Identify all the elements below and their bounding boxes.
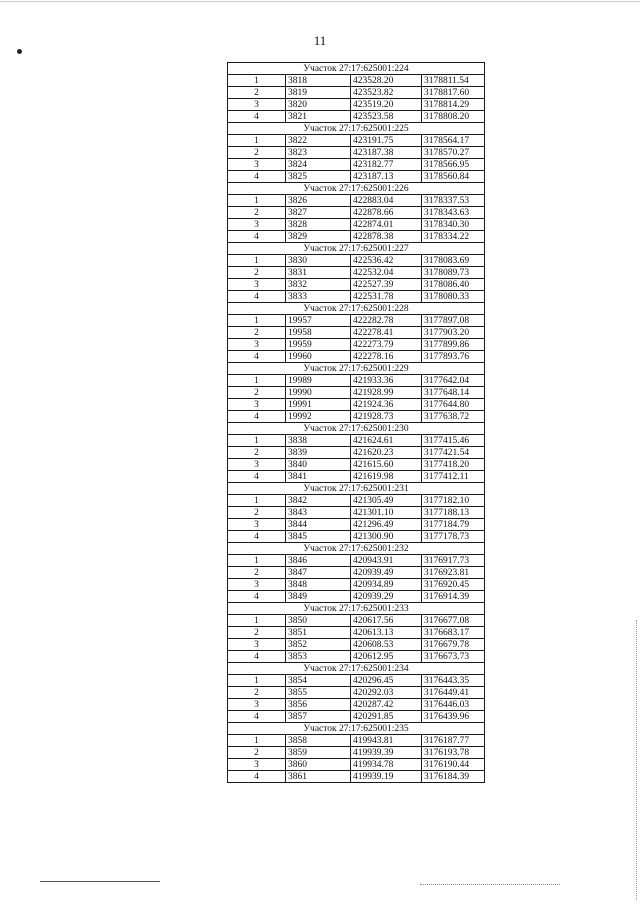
y-coordinate-cell: 3177178.73 (422, 531, 485, 543)
point-number-cell: 3857 (286, 711, 351, 723)
table-row (228, 159, 485, 171)
y-coordinate-cell: 3176679.78 (422, 639, 485, 651)
table-row (228, 747, 485, 759)
point-number-cell: 3848 (286, 579, 351, 591)
y-coordinate-cell: 3176446.03 (422, 699, 485, 711)
plot-title: Участок 27:17:625001:234 (228, 663, 485, 675)
y-coordinate-cell: 3177184.79 (422, 519, 485, 531)
y-coordinate-cell: 3177903.20 (422, 327, 485, 339)
row-index-cell: 4 (228, 531, 286, 543)
point-number-cell: 3853 (286, 651, 351, 663)
row-index-cell: 2 (228, 387, 286, 399)
point-number-cell: 3845 (286, 531, 351, 543)
x-coordinate-cell: 421305.49 (351, 495, 422, 507)
y-coordinate-cell: 3176187.77 (422, 735, 485, 747)
x-coordinate-cell: 422536.42 (351, 255, 422, 267)
y-coordinate-cell: 3178334.22 (422, 231, 485, 243)
table-row (228, 351, 485, 363)
table-row (228, 639, 485, 651)
y-coordinate-cell: 3176923.81 (422, 567, 485, 579)
coordinates-table (227, 62, 485, 783)
x-coordinate-cell: 420291.85 (351, 711, 422, 723)
row-index-cell: 2 (228, 447, 286, 459)
row-index-cell: 2 (228, 567, 286, 579)
y-coordinate-cell: 3177421.54 (422, 447, 485, 459)
plot-heading-row (228, 543, 485, 555)
plot-heading-row (228, 243, 485, 255)
y-coordinate-cell: 3177182.10 (422, 495, 485, 507)
table-row (228, 399, 485, 411)
point-number-cell: 3861 (286, 771, 351, 783)
point-number-cell: 3838 (286, 435, 351, 447)
x-coordinate-cell: 420934.89 (351, 579, 422, 591)
x-coordinate-cell: 421296.49 (351, 519, 422, 531)
row-index-cell: 1 (228, 255, 286, 267)
x-coordinate-cell: 420296.45 (351, 675, 422, 687)
y-coordinate-cell: 3178343.63 (422, 207, 485, 219)
row-index-cell: 1 (228, 615, 286, 627)
point-number-cell: 3824 (286, 159, 351, 171)
y-coordinate-cell: 3178564.17 (422, 135, 485, 147)
table-row (228, 507, 485, 519)
table-row (228, 135, 485, 147)
row-index-cell: 2 (228, 507, 286, 519)
x-coordinate-cell: 419939.39 (351, 747, 422, 759)
x-coordinate-cell: 421619.98 (351, 471, 422, 483)
table-row (228, 531, 485, 543)
table-row (228, 711, 485, 723)
point-number-cell: 3830 (286, 255, 351, 267)
table-row (228, 411, 485, 423)
row-index-cell: 3 (228, 219, 286, 231)
point-number-cell: 3856 (286, 699, 351, 711)
plot-heading-row (228, 723, 485, 735)
plot-title: Участок 27:17:625001:225 (228, 123, 485, 135)
y-coordinate-cell: 3176917.73 (422, 555, 485, 567)
row-index-cell: 4 (228, 411, 286, 423)
table-row (228, 651, 485, 663)
row-index-cell: 2 (228, 267, 286, 279)
x-coordinate-cell: 423523.82 (351, 87, 422, 99)
x-coordinate-cell: 422278.16 (351, 351, 422, 363)
row-index-cell: 3 (228, 579, 286, 591)
row-index-cell: 1 (228, 675, 286, 687)
point-number-cell: 3832 (286, 279, 351, 291)
plot-title: Участок 27:17:625001:235 (228, 723, 485, 735)
row-index-cell: 4 (228, 471, 286, 483)
y-coordinate-cell: 3177188.13 (422, 507, 485, 519)
row-index-cell: 1 (228, 555, 286, 567)
coordinates-table-body (228, 63, 485, 783)
y-coordinate-cell: 3177899.86 (422, 339, 485, 351)
table-row (228, 447, 485, 459)
row-index-cell: 3 (228, 399, 286, 411)
row-index-cell: 1 (228, 315, 286, 327)
row-index-cell: 2 (228, 147, 286, 159)
table-row (228, 75, 485, 87)
x-coordinate-cell: 420613.13 (351, 627, 422, 639)
y-coordinate-cell: 3178340.30 (422, 219, 485, 231)
table-row (228, 171, 485, 183)
y-coordinate-cell: 3176673.73 (422, 651, 485, 663)
x-coordinate-cell: 422878.66 (351, 207, 422, 219)
y-coordinate-cell: 3177642.04 (422, 375, 485, 387)
y-coordinate-cell: 3177897.08 (422, 315, 485, 327)
point-number-cell: 3833 (286, 291, 351, 303)
table-row (228, 471, 485, 483)
table-row (228, 495, 485, 507)
point-number-cell: 19958 (286, 327, 351, 339)
plot-heading-row (228, 183, 485, 195)
x-coordinate-cell: 420612.95 (351, 651, 422, 663)
plot-title: Участок 27:17:625001:231 (228, 483, 485, 495)
y-coordinate-cell: 3178808.20 (422, 111, 485, 123)
point-number-cell: 3852 (286, 639, 351, 651)
y-coordinate-cell: 3176677.08 (422, 615, 485, 627)
row-index-cell: 3 (228, 99, 286, 111)
x-coordinate-cell: 423182.77 (351, 159, 422, 171)
table-row (228, 555, 485, 567)
y-coordinate-cell: 3176449.41 (422, 687, 485, 699)
y-coordinate-cell: 3178811.54 (422, 75, 485, 87)
row-index-cell: 4 (228, 771, 286, 783)
point-number-cell: 3823 (286, 147, 351, 159)
table-row (228, 675, 485, 687)
point-number-cell: 3859 (286, 747, 351, 759)
table-row (228, 87, 485, 99)
point-number-cell: 19989 (286, 375, 351, 387)
row-index-cell: 2 (228, 207, 286, 219)
x-coordinate-cell: 423187.13 (351, 171, 422, 183)
row-index-cell: 1 (228, 75, 286, 87)
page-top-rule (0, 1, 640, 2)
row-index-cell: 4 (228, 591, 286, 603)
footer-rule (40, 881, 160, 882)
x-coordinate-cell: 420943.91 (351, 555, 422, 567)
row-index-cell: 1 (228, 435, 286, 447)
point-number-cell: 19991 (286, 399, 351, 411)
table-row (228, 435, 485, 447)
plot-title: Участок 27:17:625001:228 (228, 303, 485, 315)
row-index-cell: 1 (228, 195, 286, 207)
y-coordinate-cell: 3178814.29 (422, 99, 485, 111)
point-number-cell: 3826 (286, 195, 351, 207)
x-coordinate-cell: 422527.39 (351, 279, 422, 291)
point-number-cell: 3843 (286, 507, 351, 519)
row-index-cell: 4 (228, 711, 286, 723)
plot-heading-row (228, 423, 485, 435)
point-number-cell: 3844 (286, 519, 351, 531)
plot-heading-row (228, 483, 485, 495)
table-row (228, 459, 485, 471)
point-number-cell: 19990 (286, 387, 351, 399)
x-coordinate-cell: 422874.01 (351, 219, 422, 231)
y-coordinate-cell: 3178086.40 (422, 279, 485, 291)
x-coordinate-cell: 421928.73 (351, 411, 422, 423)
y-coordinate-cell: 3178570.27 (422, 147, 485, 159)
point-number-cell: 3851 (286, 627, 351, 639)
table-row (228, 267, 485, 279)
y-coordinate-cell: 3177412.11 (422, 471, 485, 483)
point-number-cell: 3818 (286, 75, 351, 87)
margin-bullet-mark (17, 49, 22, 54)
table-row (228, 615, 485, 627)
y-coordinate-cell: 3177648.14 (422, 387, 485, 399)
point-number-cell: 3860 (286, 759, 351, 771)
row-index-cell: 4 (228, 171, 286, 183)
plot-heading-row (228, 363, 485, 375)
row-index-cell: 2 (228, 327, 286, 339)
row-index-cell: 1 (228, 735, 286, 747)
table-row (228, 771, 485, 783)
plot-title: Участок 27:17:625001:230 (228, 423, 485, 435)
y-coordinate-cell: 3177893.76 (422, 351, 485, 363)
point-number-cell: 3846 (286, 555, 351, 567)
point-number-cell: 3831 (286, 267, 351, 279)
x-coordinate-cell: 420608.53 (351, 639, 422, 651)
point-number-cell: 3828 (286, 219, 351, 231)
x-coordinate-cell: 422878.38 (351, 231, 422, 243)
binding-edge-rule (636, 620, 637, 900)
y-coordinate-cell: 3177418.20 (422, 459, 485, 471)
table-row (228, 231, 485, 243)
y-coordinate-cell: 3178566.95 (422, 159, 485, 171)
plot-heading-row (228, 303, 485, 315)
y-coordinate-cell: 3176443.35 (422, 675, 485, 687)
point-number-cell: 3841 (286, 471, 351, 483)
row-index-cell: 3 (228, 699, 286, 711)
table-row (228, 279, 485, 291)
table-row (228, 567, 485, 579)
point-number-cell: 3822 (286, 135, 351, 147)
y-coordinate-cell: 3176439.96 (422, 711, 485, 723)
row-index-cell: 4 (228, 651, 286, 663)
point-number-cell: 19992 (286, 411, 351, 423)
table-row (228, 759, 485, 771)
row-index-cell: 1 (228, 495, 286, 507)
point-number-cell: 3827 (286, 207, 351, 219)
plot-heading-row (228, 603, 485, 615)
row-index-cell: 3 (228, 639, 286, 651)
table-row (228, 519, 485, 531)
y-coordinate-cell: 3178083.69 (422, 255, 485, 267)
row-index-cell: 3 (228, 519, 286, 531)
y-coordinate-cell: 3176184.39 (422, 771, 485, 783)
point-number-cell: 3842 (286, 495, 351, 507)
y-coordinate-cell: 3177415.46 (422, 435, 485, 447)
table-row (228, 99, 485, 111)
table-row (228, 591, 485, 603)
point-number-cell: 3854 (286, 675, 351, 687)
row-index-cell: 4 (228, 291, 286, 303)
plot-heading-row (228, 123, 485, 135)
y-coordinate-cell: 3176920.45 (422, 579, 485, 591)
point-number-cell: 3819 (286, 87, 351, 99)
row-index-cell: 3 (228, 159, 286, 171)
x-coordinate-cell: 420292.03 (351, 687, 422, 699)
y-coordinate-cell: 3176914.39 (422, 591, 485, 603)
row-index-cell: 3 (228, 459, 286, 471)
plot-title: Участок 27:17:625001:226 (228, 183, 485, 195)
row-index-cell: 4 (228, 111, 286, 123)
x-coordinate-cell: 421301.10 (351, 507, 422, 519)
row-index-cell: 1 (228, 135, 286, 147)
point-number-cell: 19959 (286, 339, 351, 351)
x-coordinate-cell: 421624.61 (351, 435, 422, 447)
point-number-cell: 3847 (286, 567, 351, 579)
y-coordinate-cell: 3178080.33 (422, 291, 485, 303)
table-row (228, 291, 485, 303)
table-row (228, 219, 485, 231)
row-index-cell: 2 (228, 747, 286, 759)
point-number-cell: 3850 (286, 615, 351, 627)
x-coordinate-cell: 422531.78 (351, 291, 422, 303)
point-number-cell: 3855 (286, 687, 351, 699)
plot-title: Участок 27:17:625001:233 (228, 603, 485, 615)
table-row (228, 207, 485, 219)
point-number-cell: 3821 (286, 111, 351, 123)
x-coordinate-cell: 423519.20 (351, 99, 422, 111)
y-coordinate-cell: 3177644.80 (422, 399, 485, 411)
x-coordinate-cell: 423187.38 (351, 147, 422, 159)
x-coordinate-cell: 421924.36 (351, 399, 422, 411)
table-row (228, 627, 485, 639)
y-coordinate-cell: 3176190.44 (422, 759, 485, 771)
plot-title: Участок 27:17:625001:232 (228, 543, 485, 555)
table-row (228, 147, 485, 159)
x-coordinate-cell: 420939.29 (351, 591, 422, 603)
x-coordinate-cell: 420939.49 (351, 567, 422, 579)
point-number-cell: 3840 (286, 459, 351, 471)
table-row (228, 315, 485, 327)
row-index-cell: 2 (228, 87, 286, 99)
point-number-cell: 19957 (286, 315, 351, 327)
x-coordinate-cell: 422883.04 (351, 195, 422, 207)
y-coordinate-cell: 3178817.60 (422, 87, 485, 99)
plot-title: Участок 27:17:625001:229 (228, 363, 485, 375)
page-number: 11 (313, 33, 327, 48)
x-coordinate-cell: 421933.36 (351, 375, 422, 387)
table-row (228, 699, 485, 711)
point-number-cell: 19960 (286, 351, 351, 363)
table-row (228, 579, 485, 591)
plot-heading-row (228, 663, 485, 675)
x-coordinate-cell: 419934.78 (351, 759, 422, 771)
row-index-cell: 4 (228, 231, 286, 243)
y-coordinate-cell: 3176193.78 (422, 747, 485, 759)
row-index-cell: 3 (228, 279, 286, 291)
x-coordinate-cell: 422278.41 (351, 327, 422, 339)
x-coordinate-cell: 419939.19 (351, 771, 422, 783)
x-coordinate-cell: 422532.04 (351, 267, 422, 279)
table-row (228, 327, 485, 339)
x-coordinate-cell: 421300.90 (351, 531, 422, 543)
point-number-cell: 3849 (286, 591, 351, 603)
x-coordinate-cell: 421615.60 (351, 459, 422, 471)
plot-title: Участок 27:17:625001:227 (228, 243, 485, 255)
x-coordinate-cell: 423523.58 (351, 111, 422, 123)
x-coordinate-cell: 422282.78 (351, 315, 422, 327)
point-number-cell: 3858 (286, 735, 351, 747)
table-row (228, 111, 485, 123)
table-row (228, 735, 485, 747)
table-row (228, 375, 485, 387)
y-coordinate-cell: 3177638.72 (422, 411, 485, 423)
plot-heading-row (228, 63, 485, 75)
table-row (228, 687, 485, 699)
x-coordinate-cell: 423528.20 (351, 75, 422, 87)
x-coordinate-cell: 422273.79 (351, 339, 422, 351)
row-index-cell: 2 (228, 687, 286, 699)
point-number-cell: 3825 (286, 171, 351, 183)
x-coordinate-cell: 421620.23 (351, 447, 422, 459)
row-index-cell: 3 (228, 339, 286, 351)
point-number-cell: 3820 (286, 99, 351, 111)
point-number-cell: 3829 (286, 231, 351, 243)
row-index-cell: 3 (228, 759, 286, 771)
y-coordinate-cell: 3176683.17 (422, 627, 485, 639)
x-coordinate-cell: 420617.56 (351, 615, 422, 627)
x-coordinate-cell: 419943.81 (351, 735, 422, 747)
y-coordinate-cell: 3178560.84 (422, 171, 485, 183)
table-row (228, 339, 485, 351)
table-row (228, 387, 485, 399)
row-index-cell: 1 (228, 375, 286, 387)
row-index-cell: 4 (228, 351, 286, 363)
plot-title: Участок 27:17:625001:224 (228, 63, 485, 75)
table-row (228, 195, 485, 207)
y-coordinate-cell: 3178089.73 (422, 267, 485, 279)
x-coordinate-cell: 421928.99 (351, 387, 422, 399)
x-coordinate-cell: 420287.42 (351, 699, 422, 711)
row-index-cell: 2 (228, 627, 286, 639)
footer-dotted-rule (420, 884, 560, 885)
y-coordinate-cell: 3178337.53 (422, 195, 485, 207)
table-row (228, 255, 485, 267)
x-coordinate-cell: 423191.75 (351, 135, 422, 147)
point-number-cell: 3839 (286, 447, 351, 459)
